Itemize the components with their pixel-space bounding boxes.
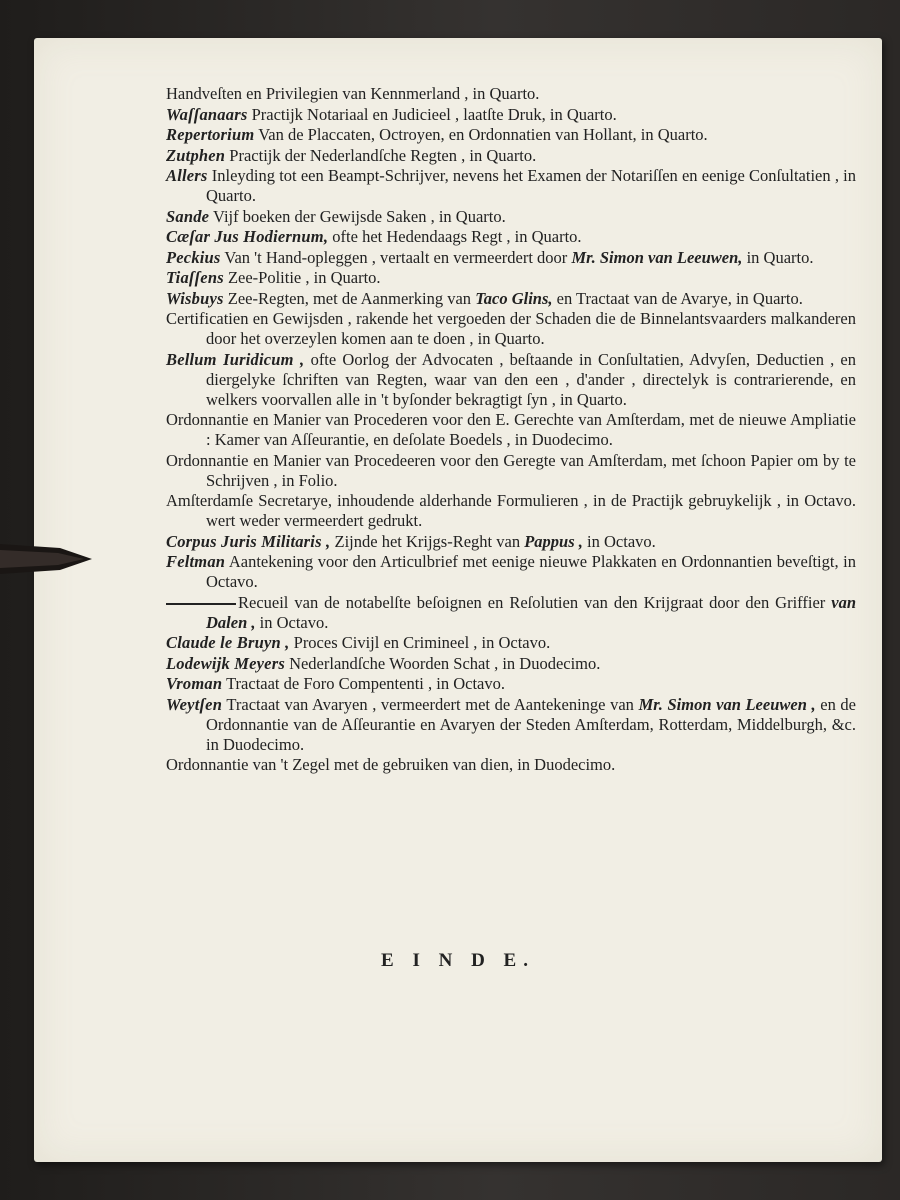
- catalogue-entry: [166, 695, 856, 755]
- entry-text: Proces Civijl en Crimineel , in Octavo.: [293, 633, 551, 652]
- catalogue-entry: [166, 248, 856, 268]
- entry-text: Ordonnantie en Manier van Procederen voor den E. Gerechte van Amſterdam, met de nieuwe Ampliatie : Kamer van Aſſeurantie, en deſolate Boedels , in Duodecimo.: [166, 410, 856, 449]
- entry-text: Zee-Regten, met de Aanmerking van: [227, 288, 472, 308]
- ditto-dash: [166, 603, 236, 605]
- entry-text: Amſterdamſe Secretarye, inhoudende alderhande Formulieren , in de Practijk gebruykelijk , in Octavo. wert weder vermeerdert gedrukt.: [166, 491, 856, 530]
- entry-text: Handveſten en Privilegien van Kennmerland , in Quarto.: [166, 84, 540, 103]
- entry-text: Vijf boeken der Gewijsde Saken , in Quarto.: [213, 206, 506, 226]
- catalogue-entry: [166, 451, 856, 491]
- entry-tail: in Octavo.: [587, 531, 656, 551]
- entry-tail: in Octavo.: [259, 612, 329, 632]
- catalogue-entry: [166, 552, 856, 592]
- entry-author: Corpus Juris Militaris ,: [166, 531, 331, 551]
- catalogue-entry: [166, 674, 856, 694]
- entry-text: Nederlandſche Woorden Schat , in Duodecimo.: [289, 653, 601, 673]
- entry-author: Tiaſſens: [166, 268, 224, 287]
- entry-italic-name: Taco Glins,: [475, 288, 553, 308]
- entry-italic-name: van Dalen ,: [206, 592, 857, 632]
- entry-text: Ordonnantie en Manier van Procedeeren voor den Geregte van Amſterdam, met ſchoon Papier om by te Schrijven , in Folio.: [166, 450, 856, 490]
- entry-text: Van de Placcaten, Octroyen, en Ordonnatien van Hollant, in Quarto.: [258, 125, 708, 144]
- entry-author: Claude le Bruyn ,: [166, 633, 290, 652]
- entry-author: Allers: [166, 166, 208, 185]
- catalogue-entry: [166, 166, 856, 206]
- entry-text: ofte het Hedendaags Regt , in Quarto.: [332, 227, 582, 246]
- entry-tail: in Quarto.: [746, 247, 814, 267]
- catalogue-entry: [166, 350, 856, 410]
- catalogue-entry: [166, 309, 856, 349]
- entry-author: Zutphen: [166, 145, 226, 165]
- entry-author: Peckius: [166, 247, 221, 267]
- entry-text: ofte Oorlog der Advocaten , beſtaande in Conſultatien, Advyſen, Deductien , en diergelyke ſchriften van Regten, waar van den een , d'ander , directelyk is contrarierende, en welkers voorvallen alle in 't byſonder bekragtigt ſyn , in Quarto.: [206, 349, 857, 409]
- catalogue-entry: [166, 532, 856, 552]
- entry-author: Sande: [166, 206, 210, 226]
- entry-italic-name: Mr. Simon van Leeuwen,: [571, 247, 743, 267]
- entry-italic-name: Mr. Simon van Leeuwen ,: [638, 694, 816, 714]
- entry-text: Zee-Politie , in Quarto.: [227, 268, 381, 287]
- entry-text: Zijnde het Krijgs-Reght van: [334, 531, 521, 551]
- entry-author: Repertorium: [166, 125, 255, 144]
- entry-text: Tractaat de Foro Compententi , in Octavo.: [226, 674, 505, 693]
- entry-tail: en de Ordonnantie van de Aſſeurantie en Avaryen der Steden Amſterdam, Rotterdam, Middelburgh, &c. in Duodecimo.: [206, 694, 857, 754]
- entry-tail: en Tractaat van de Avarye, in Quarto.: [556, 288, 803, 308]
- entry-text: Aantekening voor den Articulbrief met eenige nieuwe Plakkaten en Ordonnantien beveſtigt, in Octavo.: [206, 552, 856, 591]
- entry-italic-name: Pappus ,: [524, 531, 583, 551]
- catalogue-entry: [166, 227, 856, 247]
- catalogue-entry: [166, 289, 856, 309]
- catalogue-entry: [166, 105, 856, 125]
- catalogue-entry: [166, 593, 856, 633]
- catalogue-entry: [166, 125, 856, 145]
- entry-author: Bellum Iuridicum ,: [166, 349, 305, 369]
- entry-author: Vroman: [166, 674, 223, 693]
- catalogue-entry: [166, 633, 856, 653]
- catalogue-entry: [166, 84, 856, 104]
- entry-text: Tractaat van Avaryen , vermeerdert met de Aantekeninge van: [226, 694, 634, 714]
- entry-author: Lodewijk Meyers: [166, 653, 285, 673]
- entry-text: Certificatien en Gewijsden , rakende het vergoeden der Schaden die de Binnelantsvaarders malkanderen door het overzeylen komen aan te doen , in Quarto.: [166, 309, 856, 348]
- entry-text: Recueil van de notabelſte beſoignen en Reſolutien van den Krijgraat door den Griffier: [238, 592, 826, 612]
- entry-author: Cæſar Jus Hodiernum,: [166, 227, 329, 246]
- entry-text: Practijk der Nederlandſche Regten , in Quarto.: [229, 145, 537, 165]
- entry-text: Practijk Notariaal en Judicieel , laatſte Druk, in Quarto.: [251, 104, 617, 124]
- catalogue-entry: [166, 146, 856, 166]
- catalogue-entry: [166, 654, 856, 674]
- catalogue-entry: [166, 491, 856, 531]
- catalogue-entry: [166, 755, 856, 775]
- entry-author: Waſſanaars: [166, 104, 248, 124]
- entry-author: Weytſen: [166, 694, 223, 714]
- catalogue-entry: [166, 410, 856, 450]
- entry-text: Ordonnantie van 't Zegel met de gebruiken van dien, in Duodecimo.: [166, 755, 616, 774]
- bookmark-ribbon-icon: [0, 538, 94, 580]
- entry-text: Inleyding tot een Beampt-Schrijver, nevens het Examen der Notariſſen en eenige Conſultatien , in Quarto.: [206, 166, 856, 205]
- catalogue-entry: [166, 207, 856, 227]
- catalogue-entry: [166, 268, 856, 288]
- catalogue-list: [166, 84, 856, 776]
- entry-text: Van 't Hand-opleggen , vertaalt en vermeerdert door: [224, 247, 568, 267]
- ending-word: E I N D E.: [381, 950, 535, 971]
- entry-author: Feltman: [166, 552, 226, 571]
- entry-author: Wisbuys: [166, 288, 224, 308]
